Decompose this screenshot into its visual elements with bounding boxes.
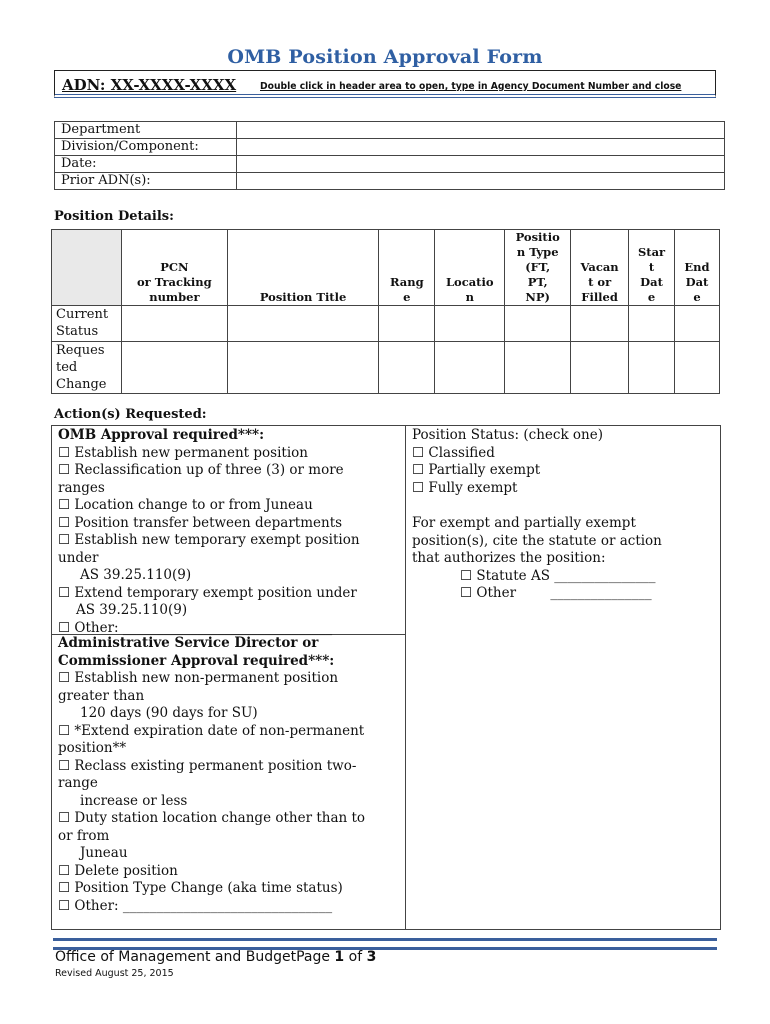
- option-continuation: AS 39.25.110(9): [80, 567, 192, 583]
- statute-option[interactable]: ☐ Statute AS _______________: [460, 567, 656, 584]
- date-label: Date:: [55, 156, 237, 173]
- status-note: For exempt and partially exempt: [412, 515, 636, 531]
- revised-date: Revised August 25, 2015: [55, 968, 174, 979]
- table-cell[interactable]: [435, 306, 505, 342]
- table-cell[interactable]: [571, 342, 629, 394]
- position-details-heading: Position Details:: [54, 209, 174, 224]
- column-header: Vacan t or Filled: [571, 230, 629, 306]
- table-cell[interactable]: [121, 306, 227, 342]
- omb-approval-section: [58, 427, 360, 637]
- column-header: Locatio n: [435, 230, 505, 306]
- row-label-requested-change: Reques ted Change: [52, 342, 122, 394]
- division-label: Division/Component:: [55, 139, 237, 156]
- adn-hint: Double click in header area to open, type in Agency Document Number and close: [260, 81, 682, 92]
- omb-heading: OMB Approval required***:: [58, 427, 265, 443]
- checkbox-option[interactable]: ☐ Location change to or from Juneau: [58, 497, 313, 513]
- status-option-fully-exempt[interactable]: ☐ Fully exempt: [412, 479, 518, 496]
- option-continuation: greater than: [58, 687, 145, 704]
- table-cell[interactable]: [121, 342, 227, 394]
- checkbox-option[interactable]: ☐ Position Type Change (aka time status): [58, 880, 343, 896]
- checkbox-option[interactable]: ☐ *Extend expiration date of non-permanent: [58, 722, 365, 739]
- table-cell[interactable]: [629, 342, 675, 394]
- table-cell[interactable]: [505, 306, 571, 342]
- table-cell[interactable]: [675, 342, 720, 394]
- form-title: OMB Position Approval Form: [227, 46, 543, 68]
- date-field[interactable]: [237, 156, 725, 173]
- status-heading: Position Status: (check one): [412, 427, 603, 443]
- footer-text: [55, 949, 376, 965]
- checkbox-option[interactable]: ☐ Reclass existing permanent position two-: [58, 757, 357, 774]
- actions-heading: Action(s) Requested:: [54, 407, 207, 422]
- table-cell[interactable]: [379, 306, 435, 342]
- column-header: End Dat e: [675, 230, 720, 306]
- column-header: Rang e: [379, 230, 435, 306]
- other-option[interactable]: ☐ Other _______________: [460, 585, 652, 601]
- column-header: Star t Dat e: [629, 230, 675, 306]
- page-of: of: [344, 949, 367, 965]
- actions-box: [51, 425, 721, 930]
- table-cell[interactable]: [675, 306, 720, 342]
- table-cell[interactable]: [227, 342, 379, 394]
- asd-approval-section: [58, 635, 365, 915]
- table-cell[interactable]: [227, 306, 379, 342]
- table-cell[interactable]: [571, 306, 629, 342]
- option-continuation: AS 39.25.110(9): [76, 602, 188, 618]
- checkbox-option[interactable]: ☐ Establish new temporary exempt position: [58, 532, 360, 548]
- status-option-classified[interactable]: ☐ Classified: [412, 444, 495, 461]
- option-continuation: Juneau: [80, 845, 128, 861]
- table-cell[interactable]: [505, 342, 571, 394]
- page-prefix: Page: [296, 949, 335, 965]
- checkbox-option[interactable]: ☐ Duty station location change other than to: [58, 810, 366, 826]
- status-note: position(s), cite the statute or action: [412, 532, 662, 549]
- option-continuation: ranges: [58, 479, 105, 496]
- column-header: Position Title: [227, 230, 379, 306]
- option-continuation: position**: [58, 740, 127, 756]
- prior-adn-label: Prior ADN(s):: [55, 173, 237, 190]
- column-header: Positio n Type (FT, PT, NP): [505, 230, 571, 306]
- prior-adn-field[interactable]: [237, 173, 725, 190]
- column-divider: [405, 426, 406, 929]
- checkbox-option[interactable]: ☐ Reclassification up of three (3) or more: [58, 462, 344, 478]
- department-table: [54, 121, 725, 190]
- position-status-section: [412, 427, 662, 603]
- option-continuation: or from: [58, 827, 110, 844]
- column-header: PCN or Tracking number: [121, 230, 227, 306]
- option-continuation: increase or less: [80, 792, 188, 809]
- department-label: Department: [55, 122, 237, 139]
- office-name: Office of Management and Budget: [55, 949, 297, 965]
- department-field[interactable]: [237, 122, 725, 139]
- table-cell[interactable]: [379, 342, 435, 394]
- row-label-current-status: Current Status: [52, 306, 122, 342]
- checkbox-option[interactable]: ☐ Position transfer between departments: [58, 514, 343, 531]
- checkbox-option-other[interactable]: ☐ Other: _______________________________: [58, 619, 333, 636]
- option-continuation: range: [58, 775, 98, 791]
- asd-heading-line2: Commissioner Approval required***:: [58, 652, 335, 669]
- status-note: that authorizes the position:: [412, 550, 606, 566]
- option-continuation: 120 days (90 days for SU): [80, 705, 258, 721]
- checkbox-option[interactable]: ☐ Establish new non-permanent position: [58, 670, 339, 686]
- table-cell[interactable]: [435, 342, 505, 394]
- checkbox-option[interactable]: ☐ Delete position: [58, 862, 178, 879]
- checkbox-option[interactable]: ☐ Extend temporary exempt position under: [58, 584, 357, 601]
- status-option-partially-exempt[interactable]: ☐ Partially exempt: [412, 462, 541, 478]
- column-header: [52, 230, 122, 306]
- position-details-table: [51, 229, 720, 394]
- division-field[interactable]: [237, 139, 725, 156]
- asd-heading-line1: Administrative Service Director or: [58, 635, 319, 651]
- checkbox-option[interactable]: ☐ Establish new permanent position: [58, 444, 308, 461]
- option-continuation: under: [58, 549, 99, 566]
- page-number: 1: [334, 949, 345, 965]
- table-cell[interactable]: [629, 306, 675, 342]
- adn-label: ADN: XX-XXXX-XXXX: [62, 76, 237, 94]
- page-total: 3: [366, 949, 377, 965]
- checkbox-option-other[interactable]: ☐ Other: _______________________________: [58, 897, 333, 914]
